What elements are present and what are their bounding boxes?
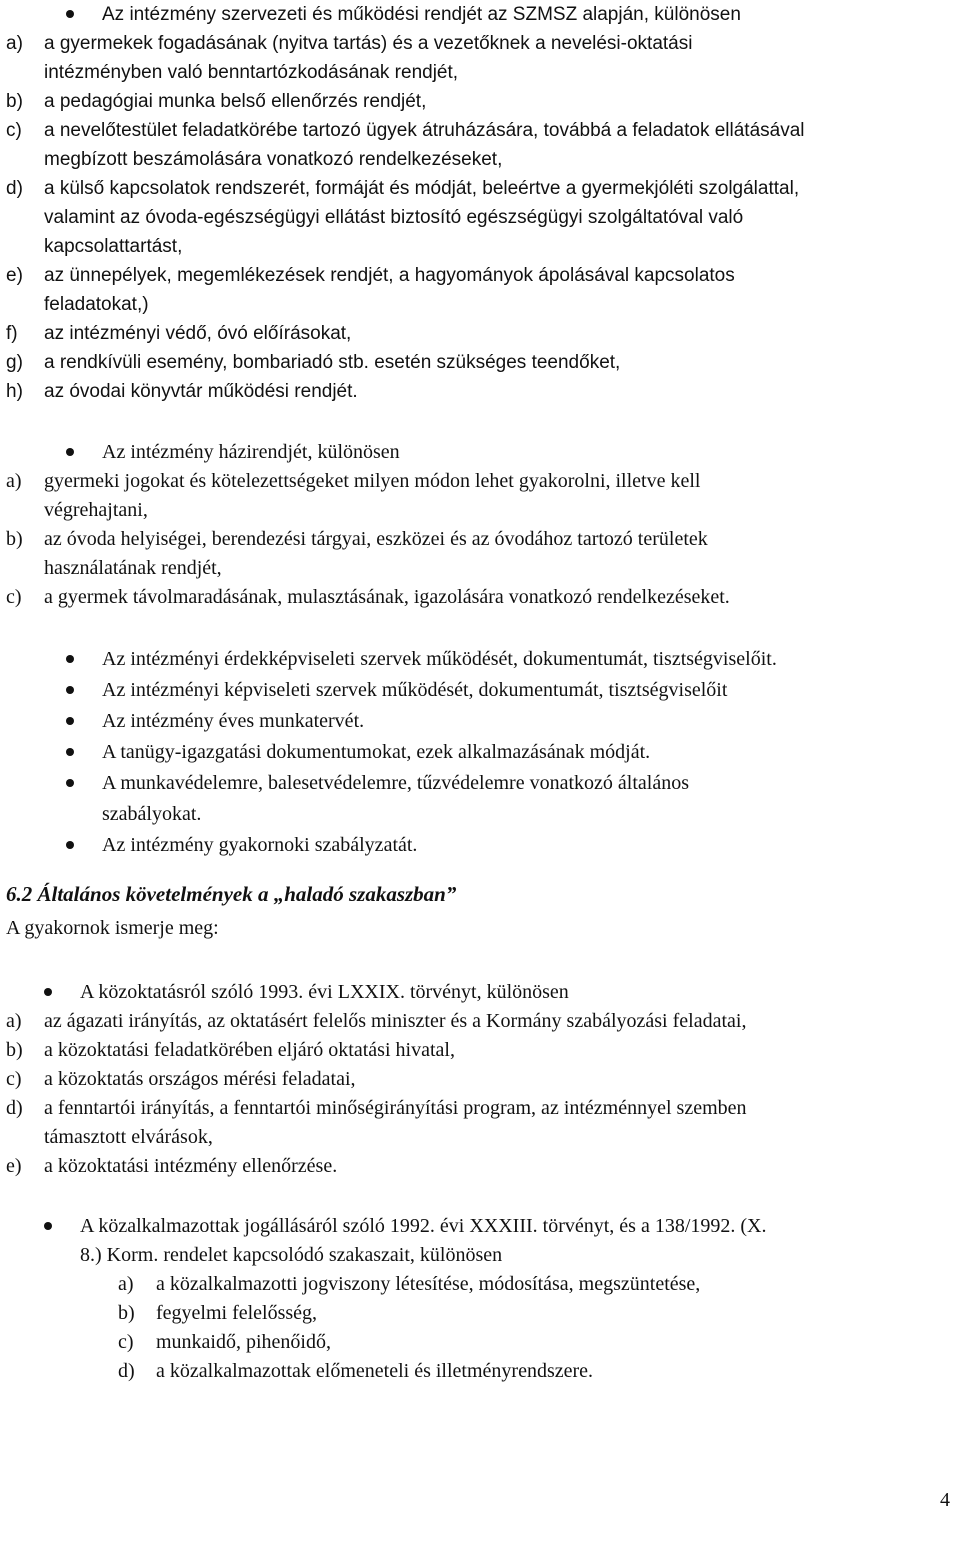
list-item-text: fegyelmi felelősség, <box>156 1302 318 1324</box>
bullet-icon <box>66 841 74 849</box>
page-number: 4 <box>940 1489 950 1511</box>
list-label: a) <box>6 1010 22 1032</box>
list-title: A közalkalmazottak jogállásáról szóló 1992. évi XXXIII. törvényt, és a 138/1992. (X. <box>80 1215 767 1237</box>
list-title: Az intézmény házirendjét, különösen <box>102 441 400 463</box>
bullet-item-text: Az intézmény éves munkatervét. <box>102 710 365 732</box>
list-label: e) <box>6 1155 22 1177</box>
bullet-icon <box>44 1222 52 1230</box>
list-label: c) <box>6 120 22 141</box>
list-label: b) <box>118 1302 135 1324</box>
list-item-text: a nevelőtestület feladatkörébe tartozó ügyek átruházására, továbbá a feladatok ellátásával <box>44 120 805 141</box>
list-item-text: az ágazati irányítás, az oktatásért felelős miniszter és a Kormány szabályozási feladatai, <box>44 1010 747 1032</box>
list-item-text: az intézményi védő, óvó előírásokat, <box>44 323 352 344</box>
list-item-text: a közoktatás országos mérési feladatai, <box>44 1068 356 1090</box>
bullet-item-text: Az intézményi képviseleti szervek működését, dokumentumát, tisztségviselőit <box>102 679 728 701</box>
list-item-text: végrehajtani, <box>44 499 148 521</box>
list-item-text: támasztott elvárások, <box>44 1126 213 1148</box>
list-label: a) <box>118 1273 134 1295</box>
list-label: d) <box>118 1360 135 1382</box>
list-item-text: megbízott beszámolására vonatkozó rendelkezéseket, <box>44 149 503 170</box>
list-label: f) <box>6 323 18 344</box>
list-item-text: valamint az óvoda-egészségügyi ellátást biztosító egészségügyi szolgáltatóval való <box>44 207 744 228</box>
list-title: 8.) Korm. rendelet kapcsolódó szakaszait, különösen <box>80 1244 503 1266</box>
list-item-text: a gyermekek fogadásának (nyitva tartás) és a vezetőknek a nevelési-oktatási <box>44 33 693 54</box>
list-item-text: munkaidő, pihenőidő, <box>156 1331 331 1353</box>
list-item-text: kapcsolattartást, <box>44 236 183 257</box>
list-label: b) <box>6 1039 23 1061</box>
list-item-text: a gyermek távolmaradásának, mulasztásának, igazolására vonatkozó rendelkezéseket. <box>44 586 730 608</box>
list-label: a) <box>6 33 23 54</box>
list-label: e) <box>6 265 23 286</box>
list-title: A közoktatásról szóló 1993. évi LXXIX. törvényt, különösen <box>80 981 569 1003</box>
list-label: d) <box>6 178 23 199</box>
list-label: b) <box>6 528 23 550</box>
list-label: b) <box>6 91 23 112</box>
bullet-item-text: szabályokat. <box>102 803 202 825</box>
list-label: c) <box>118 1331 134 1353</box>
list-title: Az intézmény szervezeti és működési rendjét az SZMSZ alapján, különösen <box>102 4 741 25</box>
list-item-text: gyermeki jogokat és kötelezettségeket milyen módon lehet gyakorolni, illetve kell <box>44 470 701 492</box>
section-heading: 6.2 Általános követelmények a „haladó szakaszban” <box>6 882 457 906</box>
list-label: h) <box>6 381 23 402</box>
bullet-item-text: A munkavédelemre, balesetvédelemre, tűzvédelemre vonatkozó általános <box>102 772 689 794</box>
list-item-text: a közalkalmazotti jogviszony létesítése, módosítása, megszüntetése, <box>156 1273 701 1295</box>
bullet-icon <box>66 655 74 663</box>
list-item-text: használatának rendjét, <box>44 557 222 579</box>
list-item-text: a külső kapcsolatok rendszerét, formáját és módját, beleértve a gyermekjóléti szolgálattal, <box>44 178 800 199</box>
bullet-icon <box>66 448 74 456</box>
list-item-text: feladatokat,) <box>44 294 149 315</box>
bullet-item-text: A tanügy-igazgatási dokumentumokat, ezek alkalmazásának módját. <box>102 741 651 763</box>
bullet-icon <box>66 717 74 725</box>
list-label: a) <box>6 470 22 492</box>
list-item-text: az óvodai könyvtár működési rendjét. <box>44 381 358 402</box>
list-item-text: a pedagógiai munka belső ellenőrzés rendjét, <box>44 91 427 112</box>
list-label: d) <box>6 1097 23 1119</box>
list-item-text: a közalkalmazottak előmeneteli és illetményrendszere. <box>156 1360 594 1382</box>
list-item-text: a közoktatási feladatkörében eljáró oktatási hivatal, <box>44 1039 455 1061</box>
bullet-item-text: Az intézményi érdekképviseleti szervek működését, dokumentumát, tisztségviselőit. <box>102 648 777 670</box>
bullet-item-text: Az intézmény gyakornoki szabályzatát. <box>102 834 418 856</box>
bullet-icon <box>44 988 52 996</box>
section-intro: A gyakornok ismerje meg: <box>6 917 219 939</box>
list-item-text: az óvoda helyiségei, berendezési tárgyai, eszközei és az óvodához tartozó területek <box>44 528 708 550</box>
list-item-text: a közoktatási intézmény ellenőrzése. <box>44 1155 338 1177</box>
bullet-icon <box>66 686 74 694</box>
bullet-icon <box>66 748 74 756</box>
list-item-text: az ünnepélyek, megemlékezések rendjét, a hagyományok ápolásával kapcsolatos <box>44 265 735 286</box>
list-item-text: a fenntartói irányítás, a fenntartói minőségirányítási program, az intézménnyel szemben <box>44 1097 747 1119</box>
list-label: c) <box>6 1068 22 1090</box>
list-item-text: intézményben való benntartózkodásának rendjét, <box>44 62 459 83</box>
list-label: g) <box>6 352 23 373</box>
list-item-text: a rendkívüli esemény, bombariadó stb. esetén szükséges teendőket, <box>44 352 621 373</box>
bullet-icon <box>66 10 74 18</box>
list-label: c) <box>6 586 22 608</box>
bullet-icon <box>66 779 74 787</box>
